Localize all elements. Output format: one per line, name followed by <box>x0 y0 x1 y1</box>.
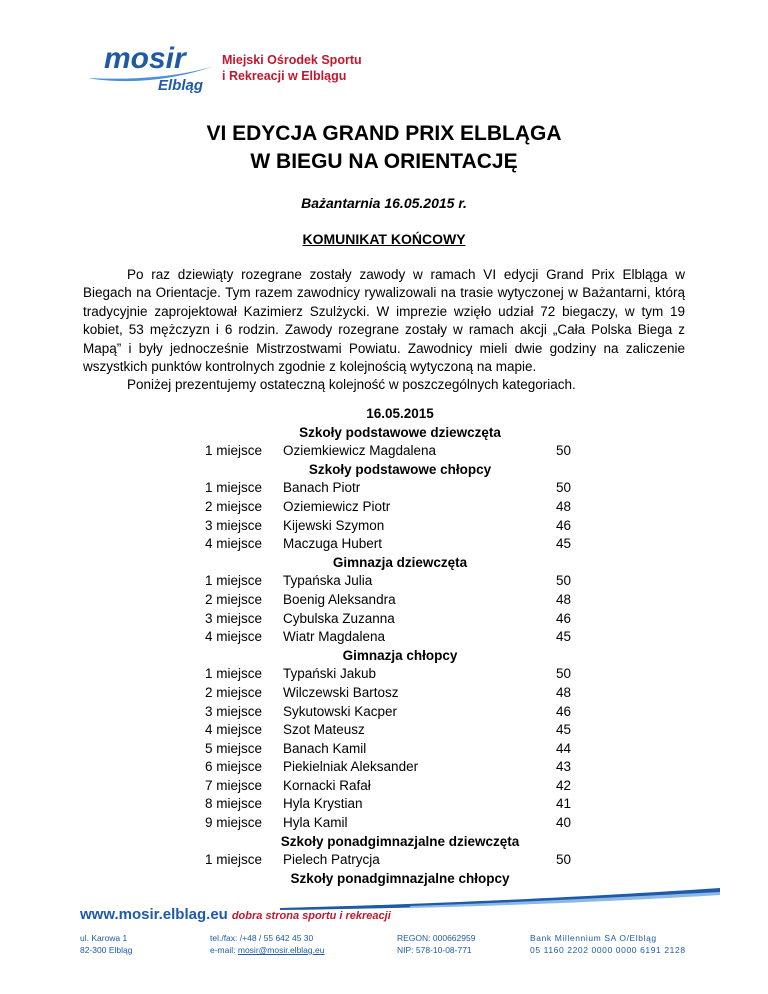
result-points: 44 <box>556 740 572 756</box>
result-row <box>205 665 585 684</box>
result-place: 1 miejsce <box>205 573 263 589</box>
result-points: 48 <box>556 498 572 514</box>
result-place: 9 miejsce <box>205 815 263 831</box>
intro-paragraph-2: Poniżej prezentujemy ostateczną kolejność w poszczególnych kategoriach. <box>127 377 576 393</box>
result-row <box>205 814 585 833</box>
organization-line-2: i Rekreacji w Elblągu <box>222 69 347 83</box>
footer-nip: NIP: 578-10-08-771 <box>397 945 472 955</box>
footer-address <box>80 932 132 956</box>
result-place: 5 miejsce <box>205 740 263 756</box>
intro-text <box>83 266 685 395</box>
result-name: Wiatr Magdalena <box>283 629 386 645</box>
result-name: Piekielniak Aleksander <box>283 759 419 775</box>
result-points: 48 <box>556 591 572 607</box>
result-row <box>205 535 585 554</box>
result-place: 6 miejsce <box>205 759 263 775</box>
result-name: Szot Mateusz <box>283 722 365 738</box>
results-date: 16.05.2015 <box>366 406 434 421</box>
result-name: Banach Piotr <box>283 480 361 496</box>
document-title <box>0 120 768 176</box>
logo-word: mosir <box>104 42 186 75</box>
result-name: Kornacki Rafał <box>283 777 371 793</box>
result-place: 1 miejsce <box>205 852 263 868</box>
footer-website <box>80 906 391 923</box>
result-points: 50 <box>556 852 572 868</box>
result-row <box>205 628 585 647</box>
result-points: 46 <box>556 517 572 533</box>
result-name: Banach Kamil <box>283 740 367 756</box>
mosir-logo <box>80 38 220 94</box>
address-line-1: ul. Karowa 1 <box>80 933 128 943</box>
result-points: 45 <box>556 536 572 552</box>
result-points: 50 <box>556 480 572 496</box>
result-points: 50 <box>556 573 572 589</box>
result-points: 42 <box>556 777 572 793</box>
result-row <box>205 777 585 796</box>
result-points: 40 <box>556 815 572 831</box>
result-name: Hyla Kamil <box>283 815 348 831</box>
result-row <box>205 851 585 870</box>
result-place: 3 miejsce <box>205 610 263 626</box>
footer-bank <box>530 932 686 956</box>
result-row <box>205 795 585 814</box>
result-row <box>205 479 585 498</box>
website-link[interactable]: www.mosir.elblag.eu <box>80 906 228 923</box>
result-name: Typańska Julia <box>283 573 373 589</box>
result-place: 2 miejsce <box>205 591 263 607</box>
result-points: 45 <box>556 722 572 738</box>
footer-regon: REGON: 000662959 <box>397 933 476 943</box>
category-heading: Szkoły ponadgimnazjalne dziewczęta <box>280 833 520 849</box>
address-line-2: 82-300 Elbląg <box>80 945 133 955</box>
result-place: 4 miejsce <box>205 629 263 645</box>
title-line-1: VI EDYCJA GRAND PRIX ELBLĄGA <box>206 122 562 145</box>
place-date: Bażantarnia 16.05.2015 r. <box>301 195 467 211</box>
result-name: Boenig Aleksandra <box>283 591 396 607</box>
result-place: 1 miejsce <box>205 480 263 496</box>
result-place: 8 miejsce <box>205 796 263 812</box>
result-place: 4 miejsce <box>205 722 263 738</box>
result-points: 45 <box>556 629 572 645</box>
result-points: 50 <box>556 443 572 459</box>
result-place: 7 miejsce <box>205 777 263 793</box>
result-place: 1 miejsce <box>205 666 263 682</box>
result-place: 1 miejsce <box>205 443 263 459</box>
komunikat-heading: KOMUNIKAT KOŃCOWY <box>302 231 466 247</box>
logo-city: Elbląg <box>158 77 204 94</box>
intro-paragraph-1: Po raz dziewiąty rozegrane zostały zawody w ramach VI edycji Grand Prix Elbląga w Biegach na Orientacje. Tym razem zawodnicy rywalizowali na trasie wytyczonej w Bażantarni, którą tradycyjnie zaprojektował Kazimierz Szulżycki. W imprezie wzięło udział 72 biegaczy, w tym 19 kobiet, 53 mężczyzn i 6 rodzin. Zawody rozegrane zostały w ramach akcji „Cała Polska Biega z Mapą” i były jednocześnie Mistrzostwami Powiatu. Zawodnicy mieli dwie godziny na zaliczenie wszystkich punktów kontrolnych zgodnie z kolejnością wytyczoną na mapie. <box>83 267 685 375</box>
result-row <box>205 498 585 517</box>
result-name: Wilczewski Bartosz <box>283 684 399 700</box>
footer-phone: tel./fax: /+48 / 55 642 45 30 <box>210 933 314 943</box>
result-name: Sykutowski Kacper <box>283 703 398 719</box>
result-name: Oziemkiewicz Magdalena <box>283 443 437 459</box>
result-name: Maczuga Hubert <box>283 536 383 552</box>
title-line-2: W BIEGU NA ORIENTACJĘ <box>250 150 518 173</box>
footer-slogan: dobra strona sportu i rekreacji <box>231 910 391 922</box>
category-heading: Gimnazja chłopcy <box>342 647 458 663</box>
result-name: Hyla Krystian <box>283 796 363 812</box>
results-table <box>205 405 585 888</box>
result-points: 50 <box>556 666 572 682</box>
result-row <box>205 721 585 740</box>
result-row <box>205 758 585 777</box>
footer-bank-account: 05 1160 2202 0000 0000 6191 2128 <box>530 945 686 955</box>
footer-email-label: e-mail: <box>210 945 238 955</box>
footer-contact <box>210 932 324 956</box>
result-name: Typański Jakub <box>283 666 377 682</box>
result-points: 46 <box>556 703 572 719</box>
result-place: 2 miejsce <box>205 498 263 514</box>
result-name: Kijewski Szymon <box>283 517 385 533</box>
organization-name <box>222 52 362 84</box>
result-row <box>205 703 585 722</box>
result-row <box>205 740 585 759</box>
organization-line-1: Miejski Ośrodek Sportu <box>222 53 362 67</box>
category-heading: Szkoły podstawowe dziewczęta <box>299 424 501 440</box>
result-row <box>205 684 585 703</box>
result-points: 41 <box>556 796 572 812</box>
result-row <box>205 591 585 610</box>
result-place: 4 miejsce <box>205 536 263 552</box>
result-place: 2 miejsce <box>205 684 263 700</box>
result-name: Pielech Patrycja <box>283 852 380 868</box>
result-row <box>205 572 585 591</box>
category-heading: Szkoły podstawowe chłopcy <box>308 461 492 477</box>
result-name: Oziemiewicz Piotr <box>283 498 391 514</box>
result-row <box>205 610 585 629</box>
footer-registration <box>397 932 475 956</box>
footer-bank-name: Bank Millennium SA O/Elbląg <box>530 933 657 943</box>
result-points: 48 <box>556 684 572 700</box>
result-row <box>205 517 585 536</box>
result-place: 3 miejsce <box>205 703 263 719</box>
category-heading: Gimnazja dziewczęta <box>332 554 468 570</box>
result-name: Cybulska Zuzanna <box>283 610 395 626</box>
result-points: 43 <box>556 759 572 775</box>
result-points: 46 <box>556 610 572 626</box>
result-row <box>205 442 585 461</box>
result-place: 3 miejsce <box>205 517 263 533</box>
category-heading: Szkoły ponadgimnazjalne chłopcy <box>290 870 510 886</box>
footer-email-link[interactable]: mosir@mosir.elblag.eu <box>237 945 325 955</box>
